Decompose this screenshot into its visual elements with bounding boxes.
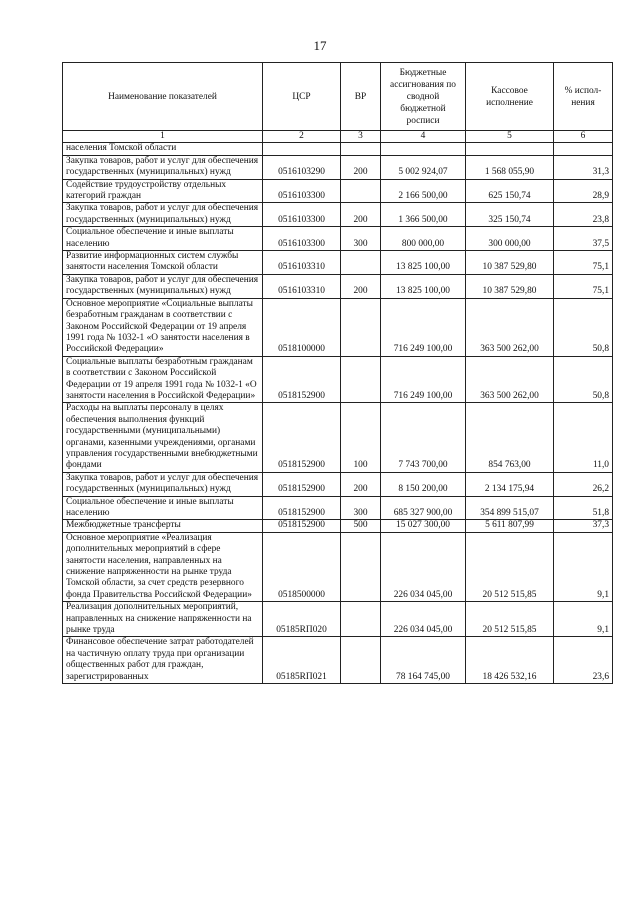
row-percent [554,143,613,155]
row-name: Социальное обеспечение и иные выплаты населению [63,496,263,520]
table-row [63,227,613,251]
row-percent: 75,1 [554,251,613,275]
budget-execution-table [62,62,613,684]
row-percent: 75,1 [554,274,613,298]
row-percent: 26,2 [554,472,613,496]
column-number-row [63,131,613,143]
column-number: 4 [381,131,466,143]
row-budget: 8 150 200,00 [381,472,466,496]
row-vr [341,532,381,601]
header-name: Наименование показателей [63,63,263,131]
row-csr: 0516103310 [263,251,341,275]
row-vr [341,637,381,684]
row-percent: 50,8 [554,356,613,403]
table-body [63,143,613,684]
row-budget: 13 825 100,00 [381,251,466,275]
row-name: Закупка товаров, работ и услуг для обеспечения государственных (муниципальных) нужд [63,274,263,298]
row-vr [341,298,381,356]
row-name: Основное мероприятие «Реализация дополнительных мероприятий в сфере занятости населения, направленных на снижение напряженности на рынке труда Томской области, за счет средств резервного фонда Правительства Российской Федерации» [63,532,263,601]
row-csr: 0518152900 [263,496,341,520]
row-name: Финансовое обеспечение затрат работодателей на частичную оплату труда при организации общественных работ для граждан, зарегистрированных [63,637,263,684]
row-budget: 226 034 045,00 [381,602,466,637]
table-row [63,274,613,298]
row-vr [341,602,381,637]
row-vr [341,251,381,275]
row-budget: 5 002 924,07 [381,155,466,179]
row-vr: 200 [341,155,381,179]
column-number: 2 [263,131,341,143]
row-percent: 28,9 [554,179,613,203]
row-cash: 20 512 515,85 [466,602,554,637]
row-name: Социальное обеспечение и иные выплаты населению [63,227,263,251]
table-row [63,602,613,637]
table-row [63,637,613,684]
row-csr: 0518500000 [263,532,341,601]
row-percent: 9,1 [554,532,613,601]
row-cash: 354 899 515,07 [466,496,554,520]
row-csr: 0516103290 [263,155,341,179]
row-vr [341,356,381,403]
column-number: 3 [341,131,381,143]
row-percent: 51,8 [554,496,613,520]
row-name: Основное мероприятие «Социальные выплаты безработным гражданам в соответствии с Законом Российской Федерации от 19 апреля 1991 года № 1032-1 «О занятости населения в Российской Федерации» [63,298,263,356]
row-cash: 300 000,00 [466,227,554,251]
row-percent: 9,1 [554,602,613,637]
row-csr: 0516103300 [263,203,341,227]
header-cash: Кассовое исполнение [466,63,554,131]
row-budget: 1 366 500,00 [381,203,466,227]
row-csr: 0516103310 [263,274,341,298]
row-vr: 200 [341,472,381,496]
table-row [63,251,613,275]
row-budget: 7 743 700,00 [381,403,466,472]
row-csr: 0518152900 [263,520,341,532]
column-number: 5 [466,131,554,143]
row-cash [466,143,554,155]
row-budget: 13 825 100,00 [381,274,466,298]
row-budget: 15 027 300,00 [381,520,466,532]
row-csr: 0516103300 [263,179,341,203]
row-budget: 685 327 900,00 [381,496,466,520]
row-cash: 10 387 529,80 [466,251,554,275]
row-vr: 300 [341,227,381,251]
row-budget: 716 249 100,00 [381,356,466,403]
row-name: Закупка товаров, работ и услуг для обеспечения государственных (муниципальных) нужд [63,155,263,179]
row-csr [263,143,341,155]
row-budget: 2 166 500,00 [381,179,466,203]
table-row [63,496,613,520]
row-budget: 78 164 745,00 [381,637,466,684]
row-name: Реализация дополнительных мероприятий, направленных на снижение напряженности на рынке труда [63,602,263,637]
row-vr [341,179,381,203]
row-budget: 716 249 100,00 [381,298,466,356]
row-vr [341,143,381,155]
column-number: 1 [63,131,263,143]
row-csr: 0518100000 [263,298,341,356]
row-cash: 363 500 262,00 [466,356,554,403]
row-percent: 23,8 [554,203,613,227]
row-vr: 200 [341,203,381,227]
column-number: 6 [554,131,613,143]
page-number: 17 [313,38,327,53]
header-percent: % испол-нения [554,63,613,131]
row-cash: 1 568 055,90 [466,155,554,179]
row-csr: 0516103300 [263,227,341,251]
header-csr: ЦСР [263,63,341,131]
row-percent: 37,3 [554,520,613,532]
row-cash: 854 763,00 [466,403,554,472]
row-csr: 0518152900 [263,356,341,403]
row-name: Закупка товаров, работ и услуг для обеспечения государственных (муниципальных) нужд [63,203,263,227]
row-name: Развитие информационных систем службы занятости населения Томской области [63,251,263,275]
row-name: Межбюджетные трансферты [63,520,263,532]
table-row [63,472,613,496]
table-row [63,403,613,472]
row-cash: 325 150,74 [466,203,554,227]
table-row [63,179,613,203]
row-name: Расходы на выплаты персоналу в целях обеспечения выполнения функций государственными (муниципальными) органами, казенными учреждениями, органами управления государственными внебюджетными фондами [63,403,263,472]
row-vr: 500 [341,520,381,532]
row-budget [381,143,466,155]
row-cash: 5 611 807,99 [466,520,554,532]
table-row [63,356,613,403]
row-percent: 50,8 [554,298,613,356]
table-row [63,520,613,532]
row-percent: 31,3 [554,155,613,179]
row-cash: 10 387 529,80 [466,274,554,298]
row-cash: 625 150,74 [466,179,554,203]
row-percent: 11,0 [554,403,613,472]
row-percent: 37,5 [554,227,613,251]
row-budget: 800 000,00 [381,227,466,251]
row-cash: 20 512 515,85 [466,532,554,601]
row-name: населения Томской области [63,143,263,155]
row-csr: 0518152900 [263,472,341,496]
row-csr: 0518152900 [263,403,341,472]
row-name: Социальные выплаты безработным гражданам в соответствии с Законом Российской Федерации от 19 апреля 1991 года № 1032-1 «О занятости населения в Российской Федерации» [63,356,263,403]
row-percent: 23,6 [554,637,613,684]
row-cash: 2 134 175,94 [466,472,554,496]
header-vr: ВР [341,63,381,131]
header-budget: Бюджетные ассигнования по сводной бюджетной росписи [381,63,466,131]
row-vr: 100 [341,403,381,472]
row-cash: 363 500 262,00 [466,298,554,356]
row-budget: 226 034 045,00 [381,532,466,601]
table-row [63,143,613,155]
table-row [63,298,613,356]
table-header-row [63,63,613,131]
row-csr: 05185RП020 [263,602,341,637]
row-name: Содействие трудоустройству отдельных категорий граждан [63,179,263,203]
table-row [63,203,613,227]
table-row [63,155,613,179]
row-csr: 05185RП021 [263,637,341,684]
row-name: Закупка товаров, работ и услуг для обеспечения государственных (муниципальных) нужд [63,472,263,496]
table-row [63,532,613,601]
row-cash: 18 426 532,16 [466,637,554,684]
row-vr: 200 [341,274,381,298]
row-vr: 300 [341,496,381,520]
